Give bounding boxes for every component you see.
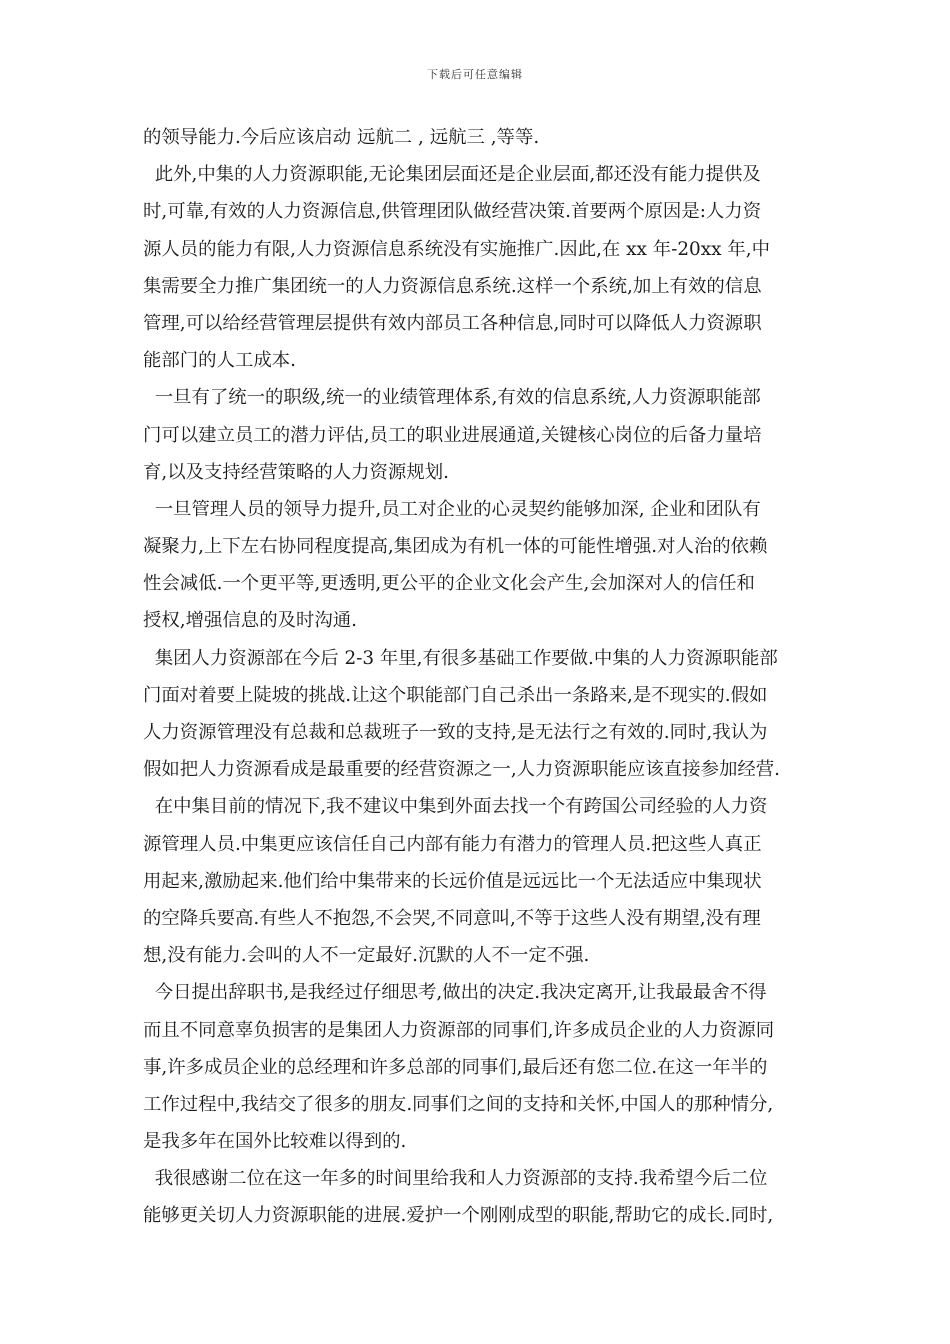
text-line: 今日提出辞职书,是我经过仔细思考,做出的决定.我决定离开,让我最最舍不得 bbox=[143, 982, 767, 1004]
text-line: 是我多年在国外比较难以得到的. bbox=[143, 1131, 407, 1153]
text-line: 用起来,激励起来.他们给中集带来的长远价值是远远比一个无法适应中集现状 bbox=[143, 870, 762, 892]
text-line: 人力资源管理没有总裁和总裁班子一致的支持,是无法行之有效的.同时,我认为 bbox=[143, 722, 768, 743]
text-line: 门可以建立员工的潜力评估,员工的职业进展通道,关键核心岗位的后备力量培 bbox=[143, 424, 762, 446]
text-line: 集团人力资源部在今后 2-3 年里,有很多基础工作要做.中集的人力资源职能部 bbox=[143, 647, 778, 669]
text-line: 门面对着要上陡坡的挑战.让这个职能部门自己杀出一条路来,是不现实的.假如 bbox=[143, 684, 768, 706]
text-line: 源管理人员.中集更应该信任自己内部有能力有潜力的管理人员.把这些人真正 bbox=[143, 833, 762, 855]
text-line: 源人员的能力有限,人力资源信息系统没有实施推广.因此,在 xx 年-20xx 年,中 bbox=[143, 238, 770, 260]
text-line: 工作过程中,我结交了很多的朋友.同事们之间的支持和关怀,中国人的那种情分, bbox=[143, 1093, 774, 1115]
text-line: 的领导能力.今后应该启动 远航二 , 远航三 ,等等. bbox=[143, 127, 540, 148]
text-line: 一旦管理人员的领导力提升,员工对企业的心灵契约能够加深, 企业和团队有 bbox=[143, 498, 761, 520]
text-line: 性会减低.一个更平等,更透明,更公平的企业文化会产生,会加深对人的信任和 bbox=[143, 573, 755, 595]
page-header: 下载后可任意编辑 bbox=[427, 68, 523, 81]
text-line: 育,以及支持经营策略的人力资源规划. bbox=[143, 461, 449, 483]
text-line: 凝聚力,上下左右协同程度提高,集团成为有机一体的可能性增强.对人治的依赖 bbox=[143, 536, 768, 558]
text-line: 一旦有了统一的职级,统一的业绩管理体系,有效的信息系统,人力资源职能部 bbox=[143, 387, 761, 409]
text-line: 授权,增强信息的及时沟通. bbox=[143, 610, 357, 632]
text-line: 此外,中集的人力资源职能,无论集团层面还是企业层面,都还没有能力提供及 bbox=[143, 164, 761, 186]
text-line: 的空降兵要高.有些人不抱怨,不会哭,不同意叫,不等于这些人没有期望,没有理 bbox=[143, 907, 761, 929]
text-line: 假如把人力资源看成是最重要的经营资源之一,人力资源职能应该直接参加经营. bbox=[143, 759, 780, 781]
document-body bbox=[143, 119, 815, 1235]
text-line: 集需要全力推广集团统一的人力资源信息系统.这样一个系统,加上有效的信息 bbox=[143, 275, 762, 297]
text-line: 在中集目前的情况下,我不建议中集到外面去找一个有跨国公司经验的人力资 bbox=[143, 796, 768, 818]
text-line: 想,没有能力.会叫的人不一定最好.沉默的人不一定不强. bbox=[143, 945, 590, 967]
text-line: 能部门的人工成本. bbox=[143, 350, 296, 372]
text-line: 而且不同意辜负损害的是集团人力资源部的同事们,许多成员企业的人力资源同 bbox=[143, 1019, 775, 1041]
text-line: 管理,可以给经营管理层提供有效内部员工各种信息,同时可以降低人力资源职 bbox=[143, 312, 762, 334]
text-line: 我很感谢二位在这一年多的时间里给我和人力资源部的支持.我希望今后二位 bbox=[143, 1168, 768, 1190]
text-line: 时,可靠,有效的人力资源信息,供管理团队做经营决策.首要两个原因是:人力资 bbox=[143, 201, 762, 223]
text-line: 事,许多成员企业的总经理和许多总部的同事们,最后还有您二位.在这一年半的 bbox=[143, 1056, 768, 1078]
text-line: 能够更关切人力资源职能的进展.爱护一个刚刚成型的职能,帮助它的成长.同时, bbox=[143, 1205, 774, 1227]
